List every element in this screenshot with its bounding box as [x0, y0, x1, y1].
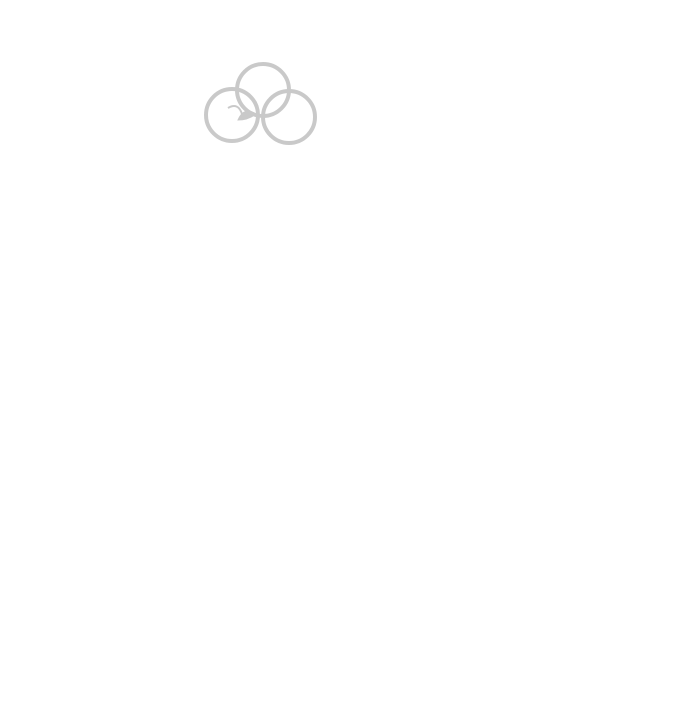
watermark-logo — [206, 64, 315, 143]
